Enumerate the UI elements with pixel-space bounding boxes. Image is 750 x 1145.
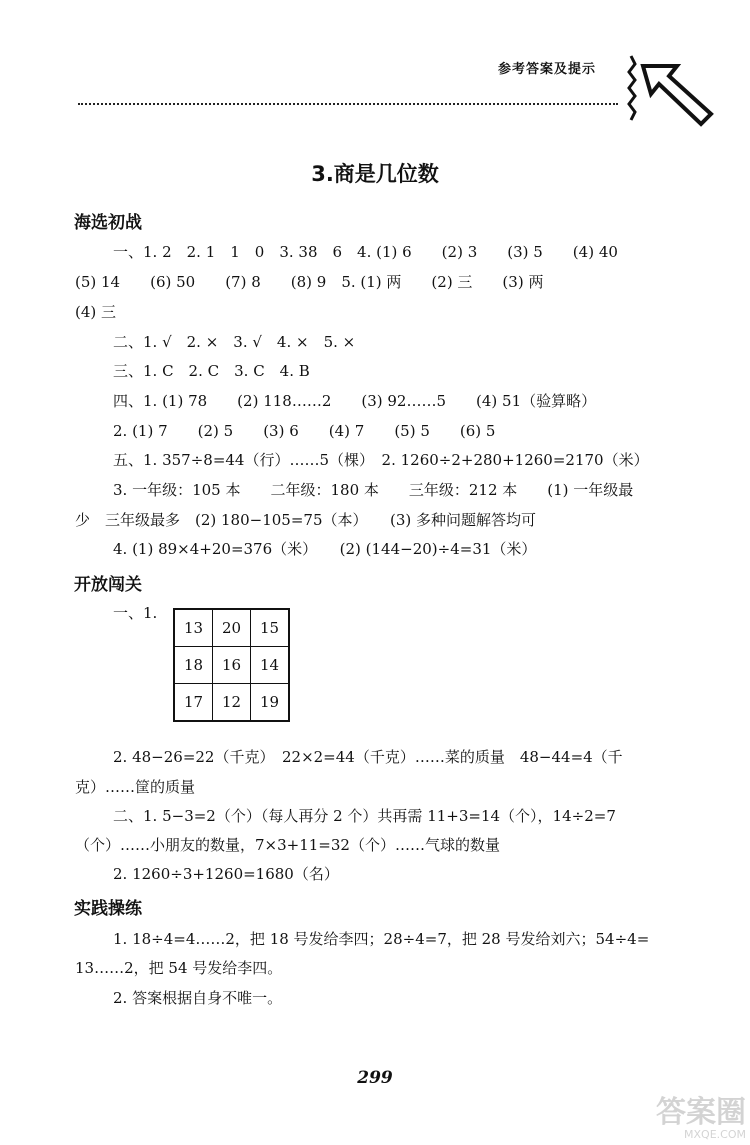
text-line: 五、1. 357÷8=44（行）……5（棵） 2. 1260÷2+280+1260=2170（米） bbox=[113, 451, 649, 469]
text-line: 二、1. 5−3=2（个）（每人再分 2 个）共再需 11+3=14（个），14÷2=7 bbox=[113, 807, 616, 825]
text-line: 2. (1) 7 (2) 5 (3) 6 (4) 7 (5) 5 (6) 5 bbox=[113, 422, 496, 440]
section-heading-1: 海选初战 bbox=[74, 213, 142, 233]
watermark-logo bbox=[588, 1095, 746, 1142]
grid-cell: 13 bbox=[174, 609, 213, 647]
header-label: 参考答案及提示 bbox=[498, 62, 597, 77]
text-line: 克）……筐的质量 bbox=[75, 778, 196, 796]
grid-cell: 18 bbox=[174, 647, 213, 684]
header-dotted-rule bbox=[78, 103, 618, 105]
arrow-icon bbox=[625, 50, 725, 130]
page-title: 3.商是几位数 bbox=[311, 162, 439, 186]
text-line: 2. 1260÷3+1260=1680（名） bbox=[113, 865, 339, 883]
text-line: （个）……小朋友的数量，7×3+11=32（个）……气球的数量 bbox=[75, 836, 500, 854]
grid-cell: 20 bbox=[213, 609, 251, 647]
grid-cell: 17 bbox=[174, 684, 213, 722]
text-line: 少 三年级最多 (2) 180−105=75（本） (3) 多种问题解答均可 bbox=[75, 511, 537, 529]
watermark-text: 答案圈 bbox=[656, 1095, 746, 1130]
page-number: 299 bbox=[357, 1068, 393, 1088]
text-line: 2. 48−26=22（千克） 22×2=44（千克）……菜的质量 48−44=4（千 bbox=[113, 748, 623, 766]
text-line: 二、1. √ 2. × 3. √ 4. × 5. × bbox=[113, 333, 356, 351]
grid-cell: 14 bbox=[251, 647, 290, 684]
text-line: 3. 一年级：105 本 二年级：180 本 三年级：212 本 (1) 一年级最 bbox=[113, 481, 634, 499]
magic-square-grid bbox=[173, 608, 290, 722]
section-heading-3: 实践操练 bbox=[74, 899, 142, 919]
grid-cell: 12 bbox=[213, 684, 251, 722]
text-line: 一、1. 2 2. 1 1 0 3. 38 6 4. (1) 6 (2) 3 (3) 5 (4) 40 bbox=[113, 243, 618, 261]
text-line: 1. 18÷4=4……2，把 18 号发给李四；28÷4=7，把 28 号发给刘六；54÷4= bbox=[113, 930, 650, 948]
grid-cell: 19 bbox=[251, 684, 290, 722]
text-line: 2. 答案根据自身不唯一。 bbox=[113, 989, 283, 1007]
section-heading-2: 开放闯关 bbox=[74, 575, 142, 595]
text-line: 一、1. bbox=[113, 604, 158, 622]
grid-cell: 15 bbox=[251, 609, 290, 647]
text-line: 13……2，把 54 号发给李四。 bbox=[75, 959, 283, 977]
text-line: 4. (1) 89×4+20=376（米） (2) (144−20)÷4=31（米） bbox=[113, 540, 537, 558]
watermark-url: MXQE.COM bbox=[684, 1128, 746, 1141]
text-line: 四、1. (1) 78 (2) 118……2 (3) 92……5 (4) 51（验算略） bbox=[113, 392, 597, 410]
text-line: (4) 三 bbox=[75, 303, 117, 321]
grid-cell: 16 bbox=[213, 647, 251, 684]
text-line: (5) 14 (6) 50 (7) 8 (8) 9 5. (1) 两 (2) 三 (3) 两 bbox=[75, 273, 544, 291]
text-line: 三、1. C 2. C 3. C 4. B bbox=[113, 362, 310, 380]
